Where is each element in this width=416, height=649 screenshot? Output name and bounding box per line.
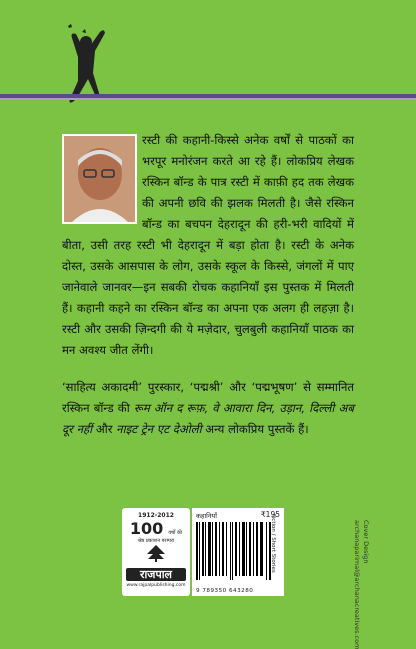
book-category: कहानियाँ: [196, 512, 217, 520]
publisher-name: राजपाल: [126, 568, 186, 581]
blurb-paragraph-1-text: रस्टी की कहानी-किस्से अनेक वर्षों से पाठकों का भरपूर मनोरंजन करते आ रहे हैं। लोकप्रिय लेखक रस्किन बॉन्ड के पात्र रस्टी में काफ़ी हद तक लेखक की अपनी छवि की झलक मिलती है। जैसे रस्किन बॉन्ड का बचपन देहरादून की हरी-भरी वादियों में बीता, उसी तरह रस्टी भी देहरादून में बड़ा होता है। रस्टी के अनेक दोस्त, उसके आसपास के लोग, उसके स्कूल के किस्से, जंगलों में पाए जानेवाले जानवर—इन सबकी रोचक कहानियाँ इस पुस्तक में मिलती हैं। कहानी कहने का रस्किन बॉन्ड का अपना एक अलग ही लहज़ा है। रस्टी और उसकी ज़िन्दगी की ये मज़ेदार, चुलबुली कहानियाँ पाठक का मन अवश्य जीत लेंगी।: [62, 133, 354, 357]
centenary-suffix: वर्षों की: [168, 530, 183, 536]
blurb-paragraph-2: [62, 377, 354, 440]
barcode-card: [192, 508, 284, 596]
book-blurb: [62, 130, 354, 440]
publisher-years: 1912-2012: [138, 512, 174, 519]
credit-label: Cover Design: [362, 520, 370, 564]
blurb-paragraph-1: [62, 130, 354, 361]
awards-text: ‘साहित्य अकादमी’ पुरस्कार, ‘पद्मश्री’ और ‘पद्मभूषण’ से सम्मानित रस्किन बॉन्ड की: [62, 380, 354, 415]
isbn-number: 9 789350 643280: [196, 588, 254, 594]
book-genre: Fiction / Short Stories: [270, 514, 276, 573]
top-stripe-highlight: [0, 98, 416, 100]
publisher-website: www.rajpalpublishing.com: [126, 583, 186, 588]
photo-wrap-spacer: [62, 130, 142, 218]
closing-text: अन्य लोकप्रिय पुस्तकें हैं।: [201, 422, 309, 436]
book-price: ₹195: [260, 510, 280, 519]
publisher-tagline: श्रेष्ठ प्रकाशन परम्परा: [137, 538, 175, 544]
publisher-badge: [122, 508, 190, 596]
credit-email: archanaparimal@archanacreatives.com: [353, 520, 361, 649]
book-titles: रूम ऑन द रूफ़, वे आवारा दिन, उड़ान, दिल्ली अब दूर नहीं: [62, 401, 354, 436]
tree-logo-icon: [145, 544, 167, 562]
jumping-boy-silhouette-icon: [50, 22, 120, 122]
cover-design-credit: [352, 520, 370, 649]
isbn-barcode: [196, 522, 272, 580]
centenary-number: 100: [129, 519, 164, 538]
conjunction-text: और: [92, 422, 117, 436]
book-title-night-train: नाइट ट्रेन एट देओली: [116, 422, 202, 436]
